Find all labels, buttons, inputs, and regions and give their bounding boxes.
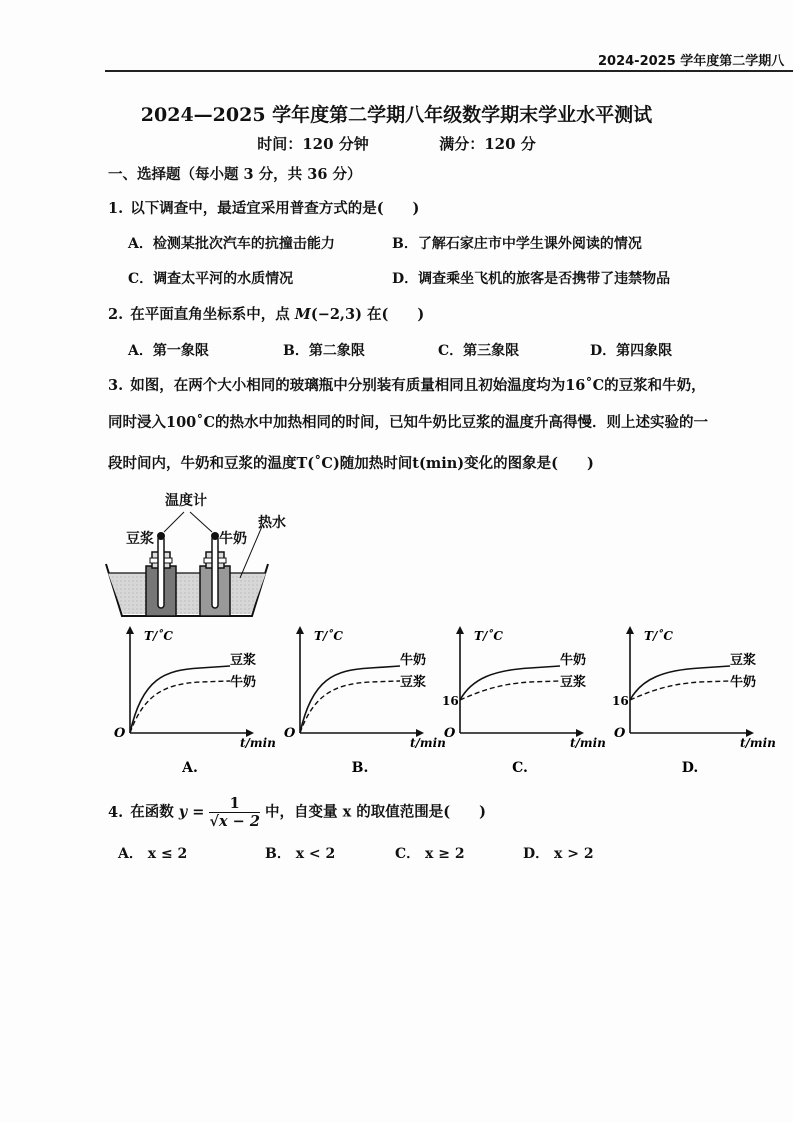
graph-option-label: D. <box>681 760 699 776</box>
question-3-line-3: 段时间内，牛奶和豆浆的温度T(˚C)随加热时间t(min)变化的图象是( ) <box>108 455 594 472</box>
label-hot-water: 热水 <box>258 515 286 531</box>
point-m: M <box>294 306 311 323</box>
graph-d <box>612 620 776 776</box>
q2-option-b: B．第二象限 <box>283 343 365 359</box>
question-1 <box>108 197 419 218</box>
origin-label: O <box>284 726 296 741</box>
x-axis-label: t/min <box>240 736 276 750</box>
label-thermometer: 温度计 <box>165 493 207 509</box>
question-3-line-1 <box>108 374 706 395</box>
graph-c <box>442 620 606 776</box>
upper-curve-label: 豆浆 <box>230 653 257 668</box>
lower-curve-label: 牛奶 <box>730 675 757 690</box>
upper-curve-label: 牛奶 <box>400 653 427 668</box>
section-heading: 一、选择题（每小题 3 分，共 36 分） <box>108 166 362 183</box>
upper-curve-label: 牛奶 <box>560 653 587 668</box>
question-stem: 以下调查中，最适宜采用普查方式的是( ) <box>130 200 420 217</box>
q4-option-a: A． x ≤ 2 <box>118 846 188 862</box>
start-temp-label: 16 <box>612 694 629 708</box>
graph-option-label: C. <box>512 760 528 776</box>
y-axis-label: T/˚C <box>144 629 173 643</box>
question-number: 3. <box>108 377 124 394</box>
exam-subtitle <box>0 133 793 154</box>
function-lhs: y = <box>178 803 205 821</box>
lower-curve <box>300 681 400 733</box>
thermometer-bulb-right <box>211 532 219 540</box>
y-axis-arrow <box>296 626 304 634</box>
origin-label: O <box>614 726 626 741</box>
upper-curve-label: 豆浆 <box>730 653 757 668</box>
question-2 <box>108 303 424 324</box>
question-stem-post: (−2,3) 在( ) <box>310 306 425 323</box>
y-axis-label: T/˚C <box>644 629 673 643</box>
lower-curve <box>130 681 230 733</box>
header-rule <box>105 70 793 72</box>
question-4 <box>108 795 486 830</box>
y-axis-label: T/˚C <box>314 629 343 643</box>
hot-water <box>108 573 266 614</box>
y-axis-arrow <box>456 626 464 634</box>
question-number: 1. <box>108 200 124 217</box>
graph-b <box>282 620 446 776</box>
q1-option-d: D．调查乘坐飞机的旅客是否携带了违禁物品 <box>392 271 671 287</box>
exam-score: 满分：120 分 <box>439 135 536 153</box>
function-fraction <box>209 795 260 830</box>
q2-option-a: A．第一象限 <box>128 343 209 359</box>
x-axis-label: t/min <box>570 736 606 750</box>
origin-label: O <box>444 726 456 741</box>
question-stem-pre: 在函数 <box>130 803 174 821</box>
y-axis-arrow <box>626 626 634 634</box>
q4-option-c: C． x ≥ 2 <box>395 846 465 862</box>
q4-option-b: B． x < 2 <box>265 846 336 862</box>
x-axis-label: t/min <box>740 736 776 750</box>
q1-option-a: A．检测某批次汽车的抗撞击能力 <box>128 236 335 252</box>
lower-curve-label: 牛奶 <box>230 675 257 690</box>
graph-a <box>112 620 276 776</box>
question-stem-line: 如图，在两个大小相同的玻璃瓶中分别装有质量相同且初始温度均为16˚C的豆浆和牛奶， <box>130 377 706 394</box>
exam-title: 2024—2025 学年度第二学期八年级数学期末学业水平测试 <box>140 104 653 126</box>
fraction-denominator: √x − 2 <box>209 813 260 830</box>
upper-curve <box>630 666 730 700</box>
question-stem-pre: 在平面直角坐标系中，点 <box>130 306 290 323</box>
y-axis-arrow <box>126 626 134 634</box>
q4-option-d: D． x > 2 <box>523 846 594 862</box>
upper-curve <box>460 666 560 700</box>
q1-option-b: B．了解石家庄市中学生课外阅读的情况 <box>392 236 642 252</box>
question-3-line-2: 同时浸入100˚C的热水中加热相同的时间，已知牛奶比豆浆的温度升高得慢．则上述实验的一 <box>108 414 709 431</box>
q1-option-c: C．调查太平河的水质情况 <box>128 271 294 287</box>
fraction-numerator: 1 <box>209 795 260 813</box>
upper-curve <box>300 666 400 733</box>
lower-curve-label: 豆浆 <box>400 675 427 690</box>
thermometer-bulb-left <box>157 532 165 540</box>
y-axis-label: T/˚C <box>474 629 503 643</box>
graph-option-label: B. <box>351 760 369 776</box>
upper-curve <box>130 666 230 733</box>
start-temp-label: 16 <box>442 694 459 708</box>
question-number: 2. <box>108 306 124 323</box>
q2-option-c: C．第三象限 <box>438 343 520 359</box>
exam-time: 时间：120 分钟 <box>257 135 369 153</box>
running-title: 2024-2025 学年度第二学期八 <box>598 54 785 69</box>
label-soy-milk: 豆浆 <box>126 531 154 547</box>
q2-option-d: D．第四象限 <box>590 343 673 359</box>
graph-option-label: A. <box>182 760 198 776</box>
question-stem-post: 中，自变量 x 的取值范围是( ) <box>265 803 486 821</box>
question-number: 4. <box>108 803 124 821</box>
lower-curve-label: 豆浆 <box>560 675 587 690</box>
origin-label: O <box>114 726 126 741</box>
x-axis-label: t/min <box>410 736 446 750</box>
label-milk: 牛奶 <box>219 531 247 547</box>
